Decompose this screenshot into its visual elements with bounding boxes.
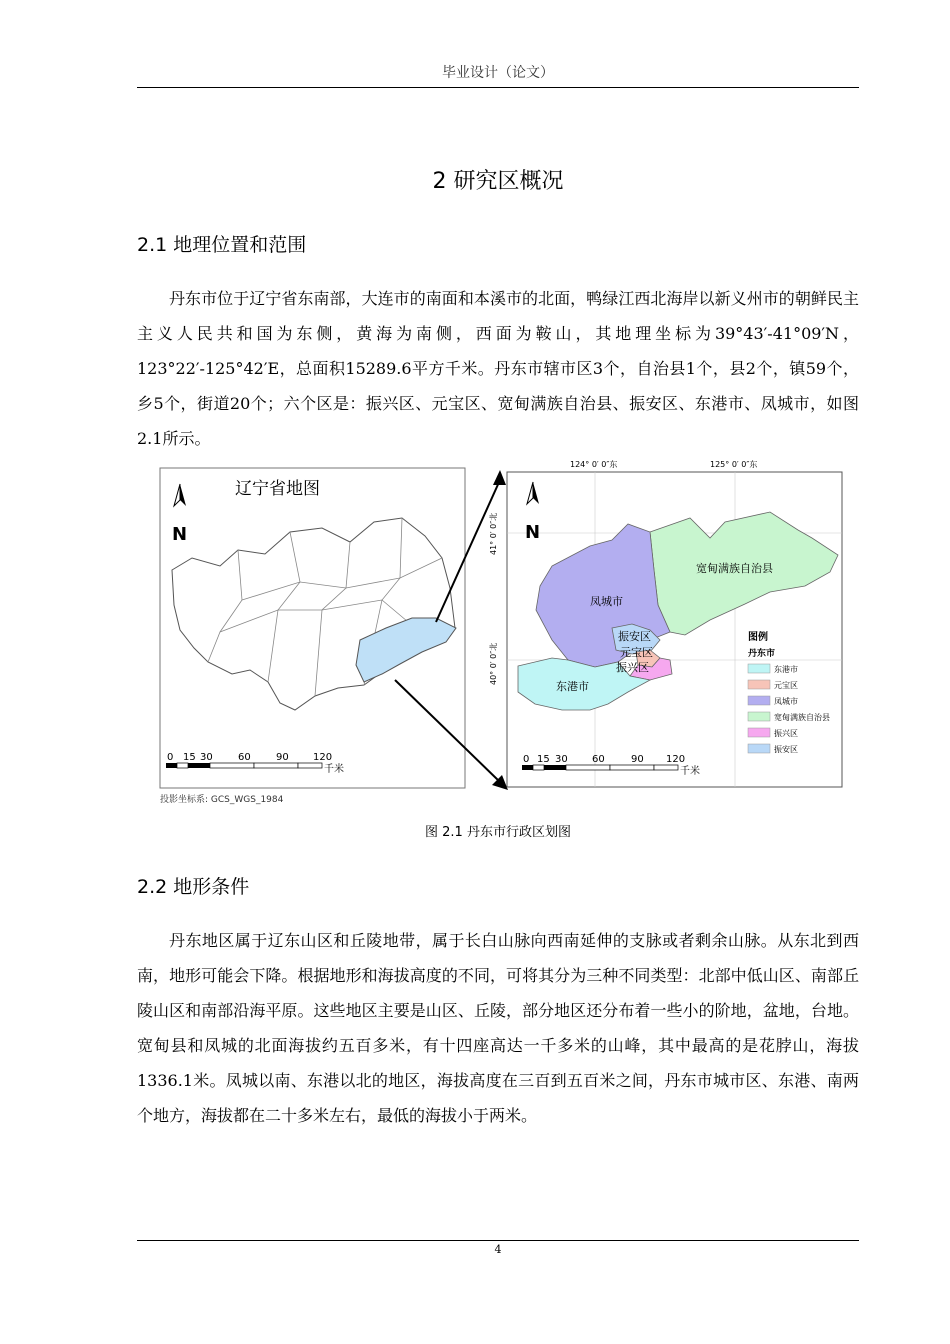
left-map-title: 辽宁省地图 [235,479,320,499]
right-scale-tick: 15 [537,754,550,765]
legend-swatch [748,664,770,673]
legend-label: 振兴区 [774,729,798,738]
page-header [137,62,859,88]
left-scale-tick: 90 [276,752,289,763]
section-2-1-paragraph: 丹东市位于辽宁省东南部，大连市的南面和本溪市的北面，鸭绿江西北海岸以新义州市的朝鲜民主主义人民共和国为东侧，黄海为南侧，西面为鞍山，其地理坐标为39°43′-41°09′N，123°22′-125°42′E，总面积15289.6平方千米。丹东市辖市区3个，自治县1个，县2个，镇59个，乡5个，街道20个；六个区是：振兴区、元宝区、宽甸满族自治县、振安区、东港市、凤城市，如图2.1所示。 [137,289,859,448]
svg-text:N: N [172,524,188,545]
chapter-title: 2 研究区概况 [432,169,564,194]
header-title: 毕业设计（论文） [442,65,554,81]
page-number: 4 [494,1243,502,1256]
projection-label: 投影坐标系: GCS_WGS_1984 [160,795,284,805]
lat-label: 40° 0′ 0″北 [489,642,498,685]
right-scale-tick: 60 [592,754,605,765]
lon-label: 125° 0′ 0″东 [710,460,758,469]
lon-label: 124° 0′ 0″东 [570,460,618,469]
legend-subtitle: 丹东市 [748,649,776,659]
right-scale-tick: 120 [666,754,686,765]
section-2-1-body [137,281,859,456]
right-scale-tick: 30 [555,754,568,765]
legend-label: 宽甸满族自治县 [774,713,830,722]
figure-caption: 图 2.1 丹东市行政区划图 [425,825,571,840]
legend-swatch [748,696,770,705]
region-label-donggang: 东港市 [556,680,589,693]
right-scale-tick: 0 [523,754,530,765]
legend-label: 东港市 [774,665,798,674]
legend-label: 元宝区 [774,681,798,690]
left-scale-tick: 30 [200,752,213,763]
section-title-2-1: 2.1 地理位置和范围 [137,234,307,256]
left-scale-tick: 15 [183,752,196,763]
left-scale-tick: 60 [238,752,251,763]
right-scale-unit: 千米 [680,766,700,777]
section-2-2-body [137,923,859,1133]
legend-title: 图例 [748,632,768,643]
section-title-2-2: 2.2 地形条件 [137,876,250,898]
legend-swatch [748,712,770,721]
figure-2-1 [150,460,850,810]
region-label-yuanbao: 元宝区 [620,646,653,659]
lat-label: 41° 0′ 0″北 [489,512,498,555]
region-label-zhenan: 振安区 [618,630,651,643]
left-scale-unit: 千米 [324,764,344,775]
legend-label: 振安区 [774,745,798,754]
section-2-2-paragraph: 丹东地区属于辽东山区和丘陵地带，属于长白山脉向西南延伸的支脉或者剩余山脉。从东北到西南，地形可能会下降。根据地形和海拔高度的不同，可将其分为三种不同类型：北部中低山区、南部丘陵山区和南部沿海平原。这些地区主要是山区、丘陵，部分地区还分布着一些小的阶地，盆地，台地。宽甸县和凤城的北面海拔约五百多米，有十四座高达一千多米的山峰，其中最高的是花脖山，海拔1336.1米。凤城以南、东港以北的地区，海拔高度在三百到五百米之间，丹东市城市区、东港、南两个地方，海拔都在二十多米左右，最低的海拔小于两米。 [137,931,859,1125]
svg-text:N: N [525,522,541,543]
legend-swatch [748,744,770,753]
footer-rule [137,1240,859,1241]
right-scale-tick: 90 [631,754,644,765]
left-scale-tick: 120 [313,752,333,763]
region-label-fengcheng: 凤城市 [590,595,623,608]
legend-swatch [748,680,770,689]
region-label-zhenxing: 振兴区 [616,661,649,674]
region-label-kuandian: 宽甸满族自治县 [696,562,773,575]
legend-swatch [748,728,770,737]
left-scale-tick: 0 [167,752,174,763]
legend-item [748,712,830,722]
legend-label: 凤城市 [774,697,798,706]
